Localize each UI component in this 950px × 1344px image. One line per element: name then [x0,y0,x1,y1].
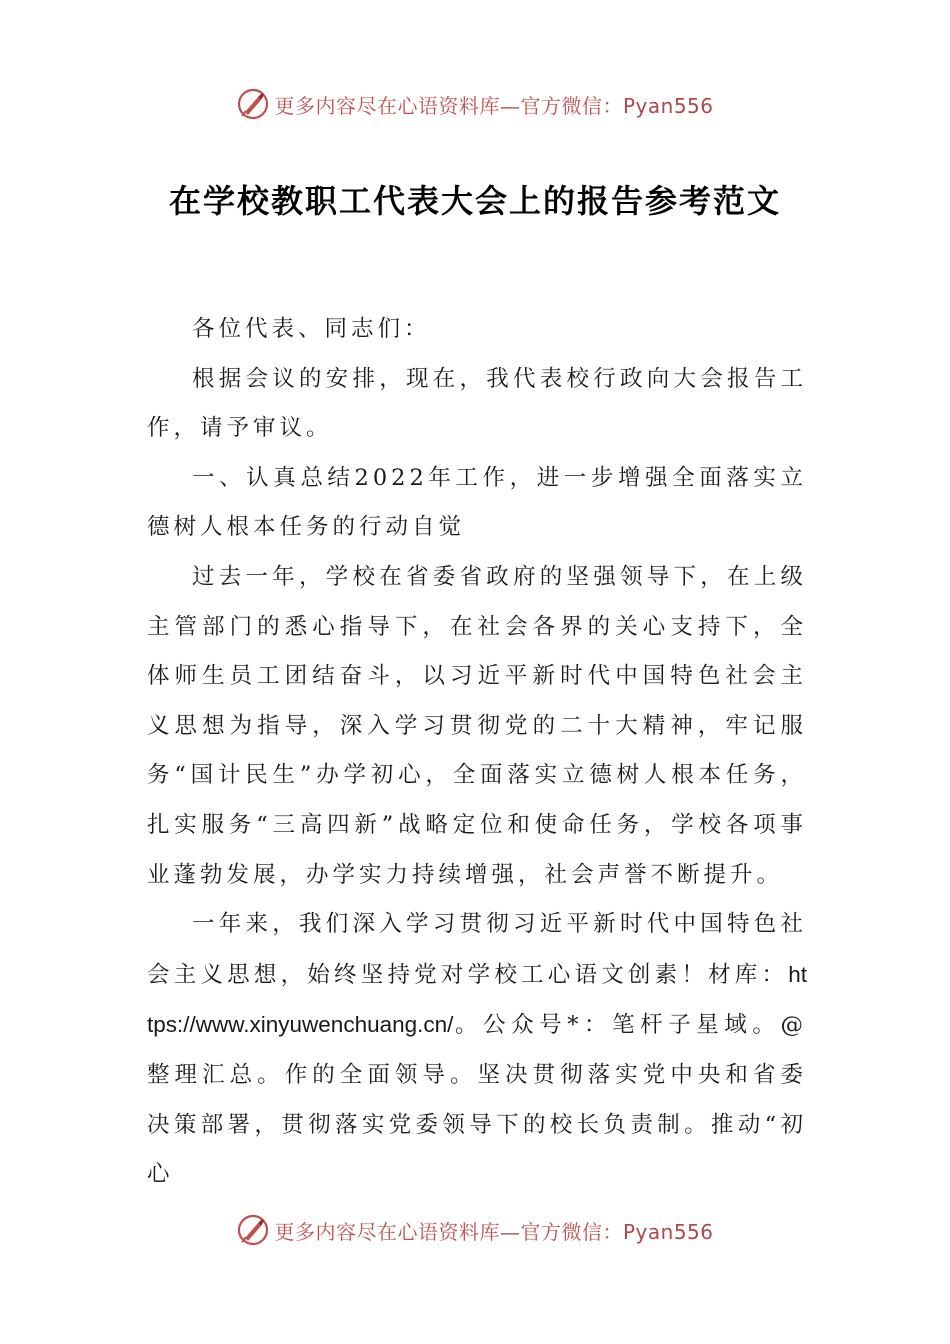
header-watermark-banner [0,84,950,124]
watermark-text [274,1216,713,1245]
paragraph-intro: 根据会议的安排，现在，我代表校行政向大会报告工作，请予审议。 [147,365,807,442]
paragraph-review: 过去一年，学校在省委省政府的坚强领导下，在上级主管部门的悉心指导下，在社会各界的关心支持下，全体师生员工团结奋斗，以习近平新时代中国特色社会主义思想为指导，深入学习贯彻党的二十大精神，牢记服务“国计民生”办学初心，全面落实立德树人根本任务，扎实服务“三高四新”战略定位和使命任务，学校各项事业蓬勃发展，办学实力持续增强，社会声誉不断提升。 [147,563,807,888]
watermark-official-label: 官方微信： [520,93,623,118]
paragraph-section-heading: 一、认真总结2022年工作，进一步增强全面落实立德树人根本任务的行动自觉 [147,464,807,541]
paragraph-year-summary-end: 。公众号*：笔杆子星域。@整理汇总。作的全面领导。坚决贯彻落实党中央和省委决策部署，贯彻落实党委领导下的校长负责制。推动“初心 [147,1012,807,1188]
paragraph-greeting: 各位代表、同志们： [192,316,431,342]
watermark-official-label: 官方微信： [520,1219,623,1244]
watermark-library-name: 更多内容尽在心语资料库 [274,1219,500,1244]
paragraph-year-summary-start: 一年来，我们深入学习贯彻习近平新时代中国特色社会主义思想，始终坚持党对学校工心语文创素！材库： [147,911,807,988]
document-body [147,305,807,1200]
watermark-wechat-id: Pyan556 [622,93,714,118]
pen-logo-icon [236,87,270,121]
watermark-separator: — [499,1219,521,1244]
pen-logo-icon [236,1213,270,1247]
source-url-link[interactable]: https://www.xinyuwenchuang.cn/ [147,961,807,1038]
watermark-separator: — [499,93,521,118]
document-title: 在学校教职工代表大会上的报告参考范文 [168,182,781,220]
watermark-text [274,90,713,119]
watermark-wechat-id: Pyan556 [622,1219,714,1244]
watermark-library-name: 更多内容尽在心语资料库 [274,93,500,118]
footer-watermark-banner [0,1210,950,1250]
paragraph-year-summary [147,900,807,1200]
